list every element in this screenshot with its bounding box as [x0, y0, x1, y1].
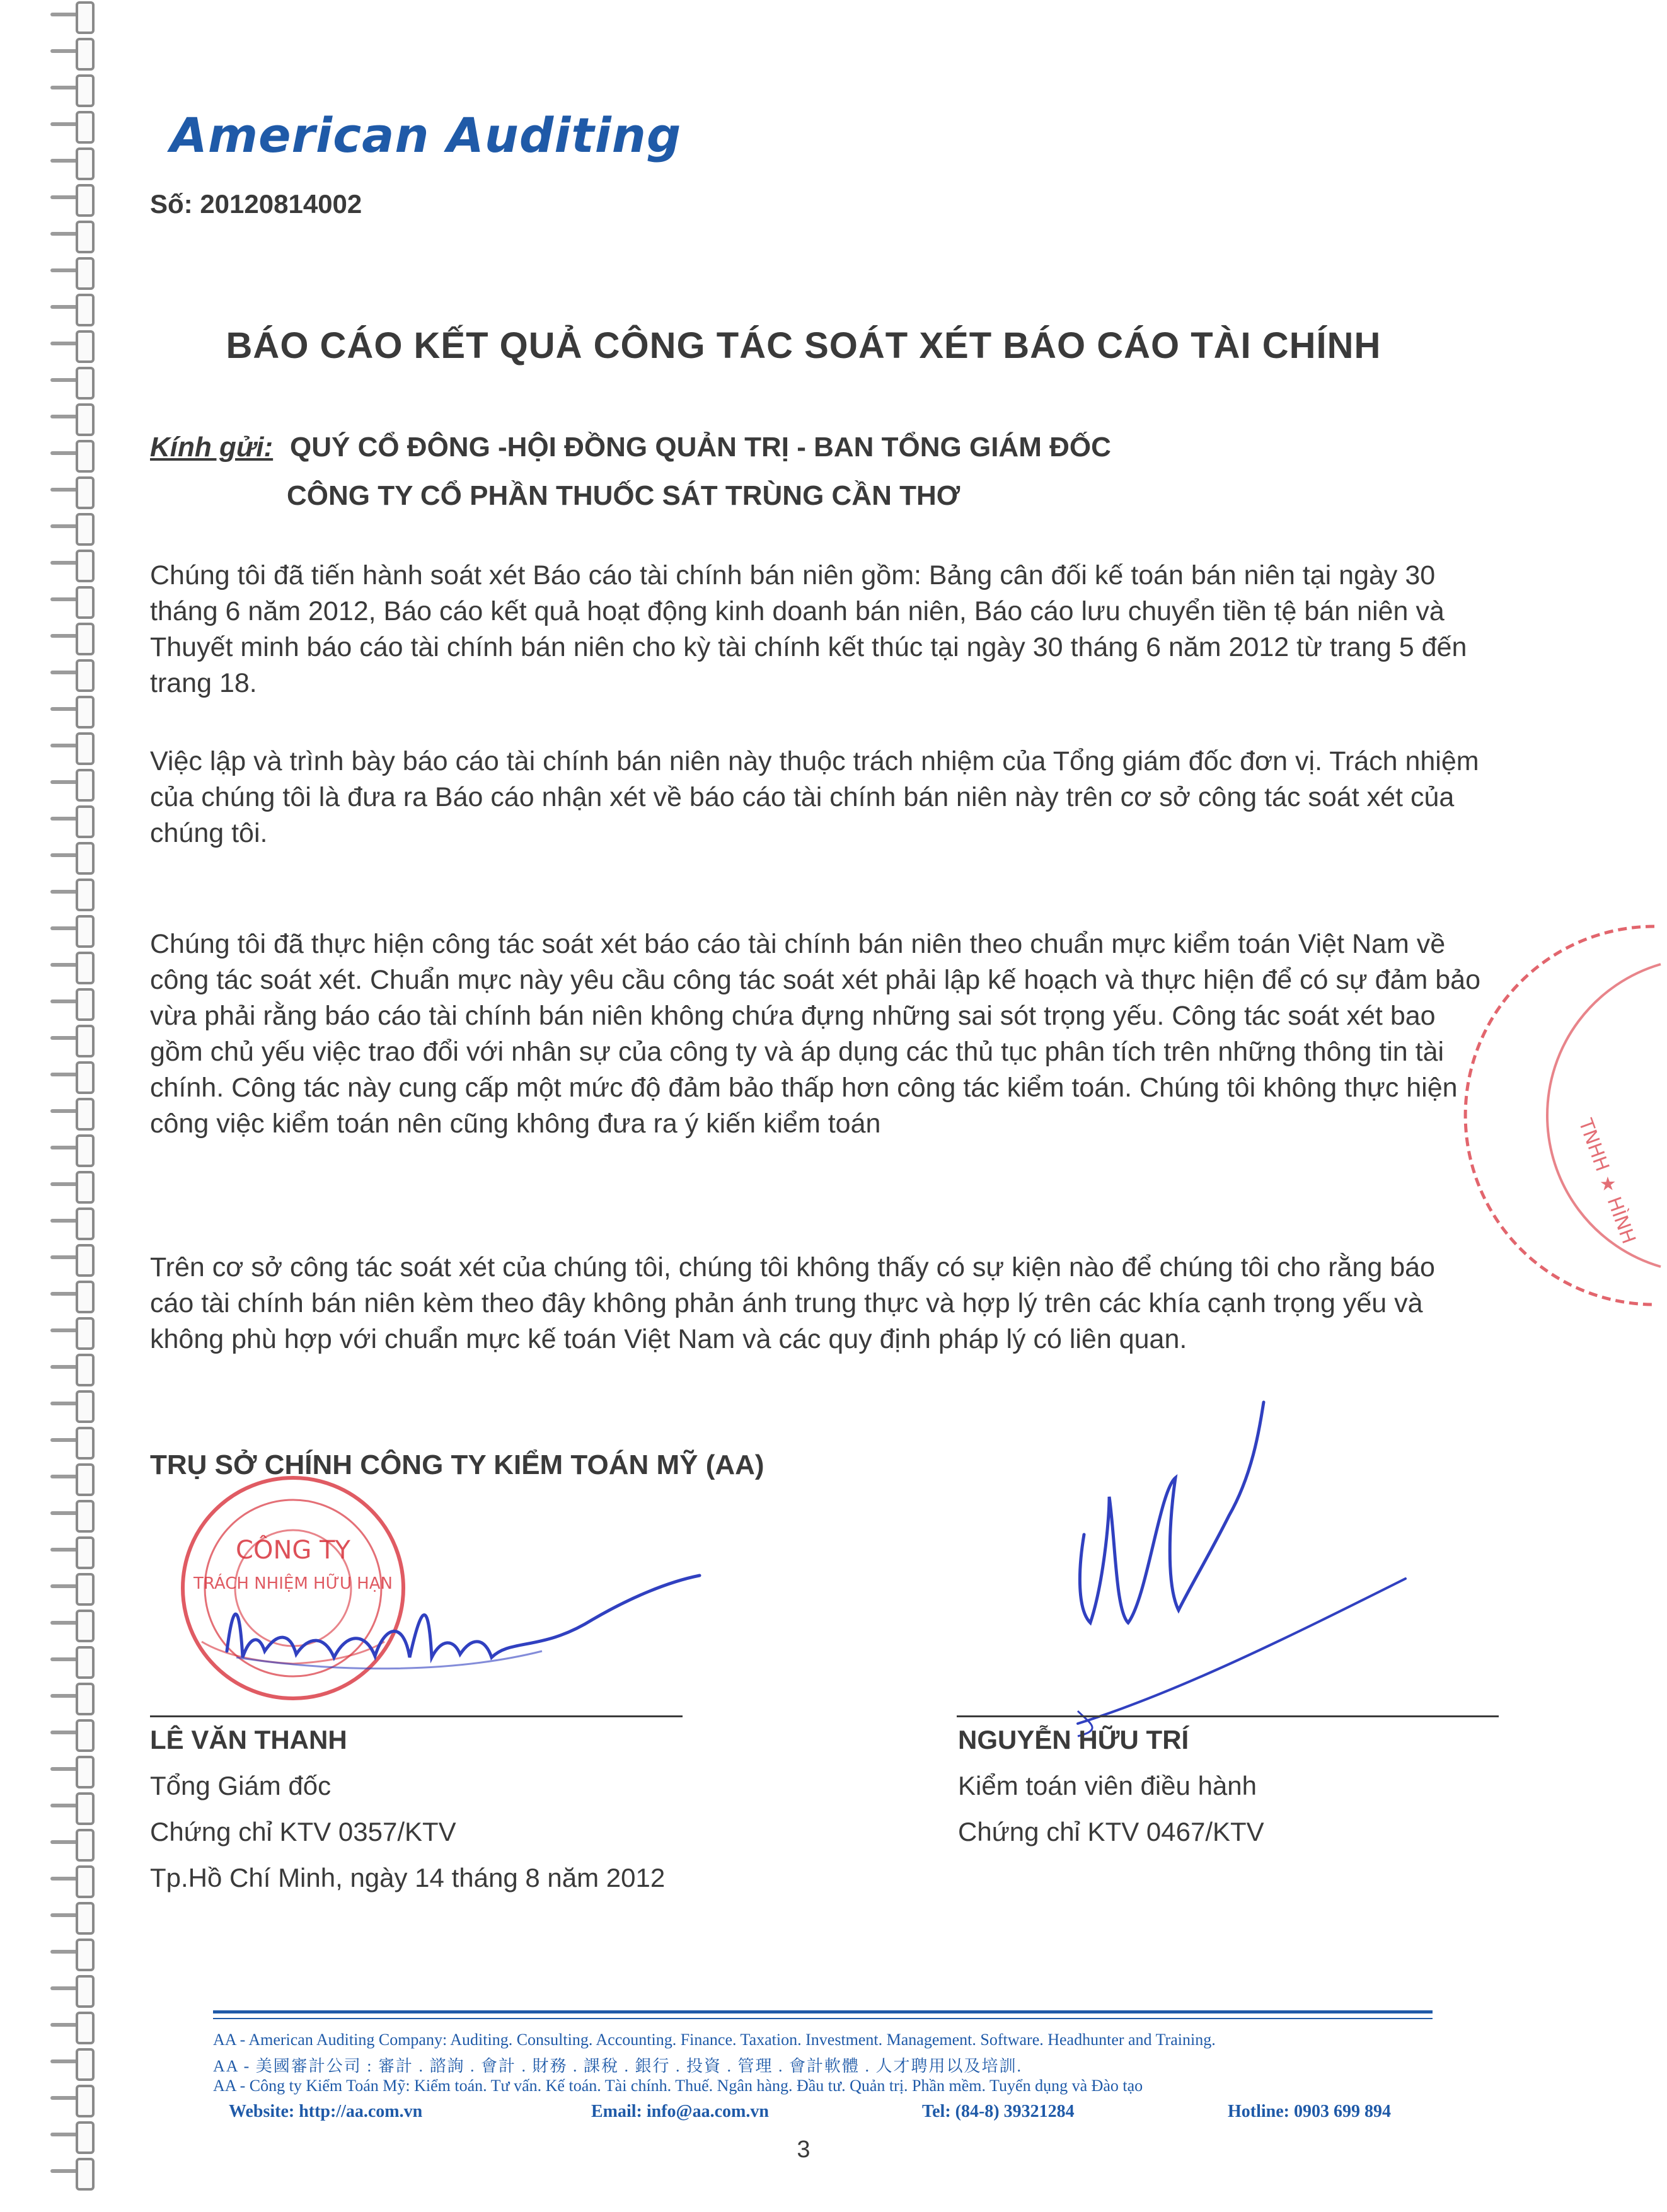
binding-hole — [76, 513, 95, 546]
footer-divider-thin — [213, 2018, 1433, 2019]
binding-hole — [76, 1500, 95, 1533]
page-number: 3 — [797, 2136, 810, 2163]
binding-hole — [76, 550, 95, 582]
addressee-company: CÔNG TY CỔ PHẦN THUỐC SÁT TRÙNG CẦN THƠ — [287, 480, 960, 511]
binding-hole — [76, 294, 95, 326]
binding-hole — [76, 1536, 95, 1569]
footer-divider — [213, 2010, 1433, 2013]
binding-hole — [76, 696, 95, 729]
binding-hole — [76, 659, 95, 692]
binding-hole — [76, 915, 95, 948]
footer-website-link[interactable]: Website: http://aa.com.vn — [229, 2102, 423, 2121]
signature-line-right — [957, 1715, 1499, 1717]
binding-hole — [76, 1610, 95, 1642]
binding-hole — [76, 476, 95, 509]
binding-hole — [76, 732, 95, 765]
paragraph-conclusion: Trên cơ sở công tác soát xét của chúng tôi, chúng tôi không thấy có sự kiện nào để chúng tôi cho rằng báo cáo tài chính bán niên kèm theo đây không phản ánh trung thực và hợp lý trên các khía cạnh trọng yếu và không phù hợp với chuẩn mực kế toán Việt Nam và các quy định pháp lý có liên quan. — [150, 1252, 1435, 1354]
signer-name: NGUYỄN HỮU TRÍ — [958, 1725, 1189, 1754]
binding-hole — [76, 221, 95, 253]
signer-certificate: Chứng chỉ KTV 0357/KTV — [150, 1817, 456, 1846]
binding-hole — [76, 2085, 95, 2117]
signer-position: Tổng Giám đốc — [150, 1771, 332, 1800]
binding-hole — [76, 1354, 95, 1386]
binding-hole — [76, 878, 95, 911]
signature-nguyen-huu-tri — [1065, 1396, 1418, 1749]
footer-services-zh: AA - 美國審計公司 : 審計 . 諮詢 . 會計 . 財務 . 課稅 . 銀行 . 投資 . 管理 . 會計軟體 . 人才聘用以及培訓. — [213, 2057, 1023, 2075]
document-title: BÁO CÁO KẾT QUẢ CÔNG TÁC SOÁT XÉT BÁO CÁO TÀI CHÍNH — [226, 325, 1381, 366]
binding-hole — [76, 147, 95, 180]
binding-hole — [76, 1902, 95, 1935]
binding-hole — [76, 623, 95, 655]
binding-hole — [76, 842, 95, 875]
binding-hole — [76, 1427, 95, 1460]
headquarters-heading: TRỤ SỞ CHÍNH CÔNG TY KIỂM TOÁN MỸ (AA) — [150, 1449, 764, 1480]
binding-hole — [76, 952, 95, 984]
binding-hole — [76, 1573, 95, 1606]
footer-services-vi: AA - Công ty Kiểm Toán Mỹ: Kiểm toán. Tư vấn. Kế toán. Tài chính. Thuế. Ngân hàng. Đầu tư. Quản trị. Phần mềm. Tuyển dụng và Đào tạo — [213, 2077, 1143, 2095]
binding-hole — [76, 184, 95, 217]
signature-le-van-thanh — [214, 1563, 706, 1702]
binding-hole — [76, 1756, 95, 1789]
footer-hotline: Hotline: 0903 699 894 — [1228, 2102, 1391, 2121]
binding-hole — [76, 1646, 95, 1679]
signer-name: LÊ VĂN THANH — [150, 1725, 347, 1754]
binding-hole — [76, 988, 95, 1021]
footer-telephone: Tel: (84-8) 39321284 — [922, 2102, 1075, 2121]
binding-hole — [76, 1061, 95, 1094]
binding-hole — [76, 1975, 95, 2008]
binding-hole — [76, 1683, 95, 1715]
binding-hole — [76, 1, 95, 34]
signer-block-right — [958, 1722, 1264, 1860]
binding-hole — [76, 1134, 95, 1167]
binding-hole — [76, 1098, 95, 1131]
binding-hole — [76, 440, 95, 473]
binding-hole — [76, 1317, 95, 1350]
document-number: Số: 20120814002 — [150, 189, 362, 219]
binding-hole — [76, 2012, 95, 2044]
signer-position: Kiểm toán viên điều hành — [958, 1771, 1257, 1800]
binding-hole — [76, 2048, 95, 2081]
paragraph-scope: Chúng tôi đã tiến hành soát xét Báo cáo tài chính bán niên gồm: Bảng cân đối kế toán bán niên tại ngày 30 tháng 6 năm 2012, Báo cáo kết quả hoạt động kinh doanh bán niên, Báo cáo lưu chuyển tiền tệ bán niên và Thuyết minh báo cáo tài chính bán niên cho kỳ tài chính kết thúc tại ngày 30 tháng 6 năm 2012 từ trang 5 đến trang 18. — [150, 560, 1467, 698]
binding-hole — [76, 1244, 95, 1277]
signer-certificate: Chứng chỉ KTV 0467/KTV — [958, 1817, 1264, 1846]
binding-hole — [76, 1025, 95, 1057]
binding-hole — [76, 1207, 95, 1240]
binding-hole — [76, 1829, 95, 1862]
footer-services-en: AA - American Auditing Company: Auditing. Consulting. Accounting. Finance. Taxation. Investment. Management. Software. Headhunter and Training. — [213, 2031, 1216, 2049]
binding-hole — [76, 403, 95, 436]
binding-hole — [76, 257, 95, 290]
binding-hole — [76, 1390, 95, 1423]
binding-hole — [76, 1792, 95, 1825]
binding-hole — [76, 586, 95, 619]
binding-hole — [76, 111, 95, 144]
binding-hole — [76, 1463, 95, 1496]
binding-hole — [76, 1281, 95, 1313]
binding-hole — [76, 1719, 95, 1752]
addressee-line: QUÝ CỔ ĐÔNG -HỘI ĐỒNG QUẢN TRỊ - BAN TỔNG GIÁM ĐỐC — [290, 432, 1111, 463]
binding-hole — [76, 769, 95, 802]
signer-block-left — [150, 1722, 665, 1906]
paragraph-responsibility: Việc lập và trình bày báo cáo tài chính bán niên này thuộc trách nhiệm của Tổng giám đốc đơn vị. Trách nhiệm của chúng tôi là đưa ra Báo cáo nhận xét về báo cáo tài chính bán niên này trên cơ sở công tác soát xét của chúng tôi. — [150, 746, 1479, 848]
svg-text:TNHH ★ HÌNH: TNHH ★ HÌNH — [1574, 1115, 1640, 1247]
signature-line-left — [150, 1715, 683, 1717]
footer-email-link[interactable]: Email: info@aa.com.vn — [591, 2102, 769, 2121]
binding-hole — [76, 74, 95, 107]
binding-hole — [76, 1865, 95, 1898]
edge-stamp — [1503, 914, 1667, 1317]
binding-hole — [76, 1171, 95, 1204]
seal-text-llc: TRÁCH NHIỆM HỮU HẠN — [193, 1574, 393, 1593]
binding-hole — [76, 1938, 95, 1971]
binding-hole — [76, 38, 95, 71]
company-logo: American Auditing — [170, 107, 682, 163]
seal-text-company: CÔNG TY — [236, 1536, 350, 1565]
binding-hole — [76, 367, 95, 400]
paragraph-standards: Chúng tôi đã thực hiện công tác soát xét báo cáo tài chính bán niên theo chuẩn mực kiểm toán Việt Nam về công tác soát xét. Chuẩn mực này yêu cầu công tác soát xét phải lập kế hoạch và thực hiện để có sự đảm bảo vừa phải rằng báo cáo tài chính bán niên không chứa đựng những sai sót trọng yếu. Công tác soát xét bao gồm chủ yếu việc trao đổi với nhân sự của công ty và áp dụng các thủ tục phân tích trên những thông tin tài chính. Công tác này cung cấp một mức độ đảm bảo thấp hơn công tác kiểm toán. Chúng tôi không thực hiện công việc kiểm toán nên cũng không đưa ra ý kiến kiểm toán — [150, 929, 1480, 1139]
signing-place-date: Tp.Hồ Chí Minh, ngày 14 tháng 8 năm 2012 — [150, 1863, 666, 1892]
binding-hole — [76, 805, 95, 838]
addressee-label: Kính gửi: — [150, 432, 274, 463]
